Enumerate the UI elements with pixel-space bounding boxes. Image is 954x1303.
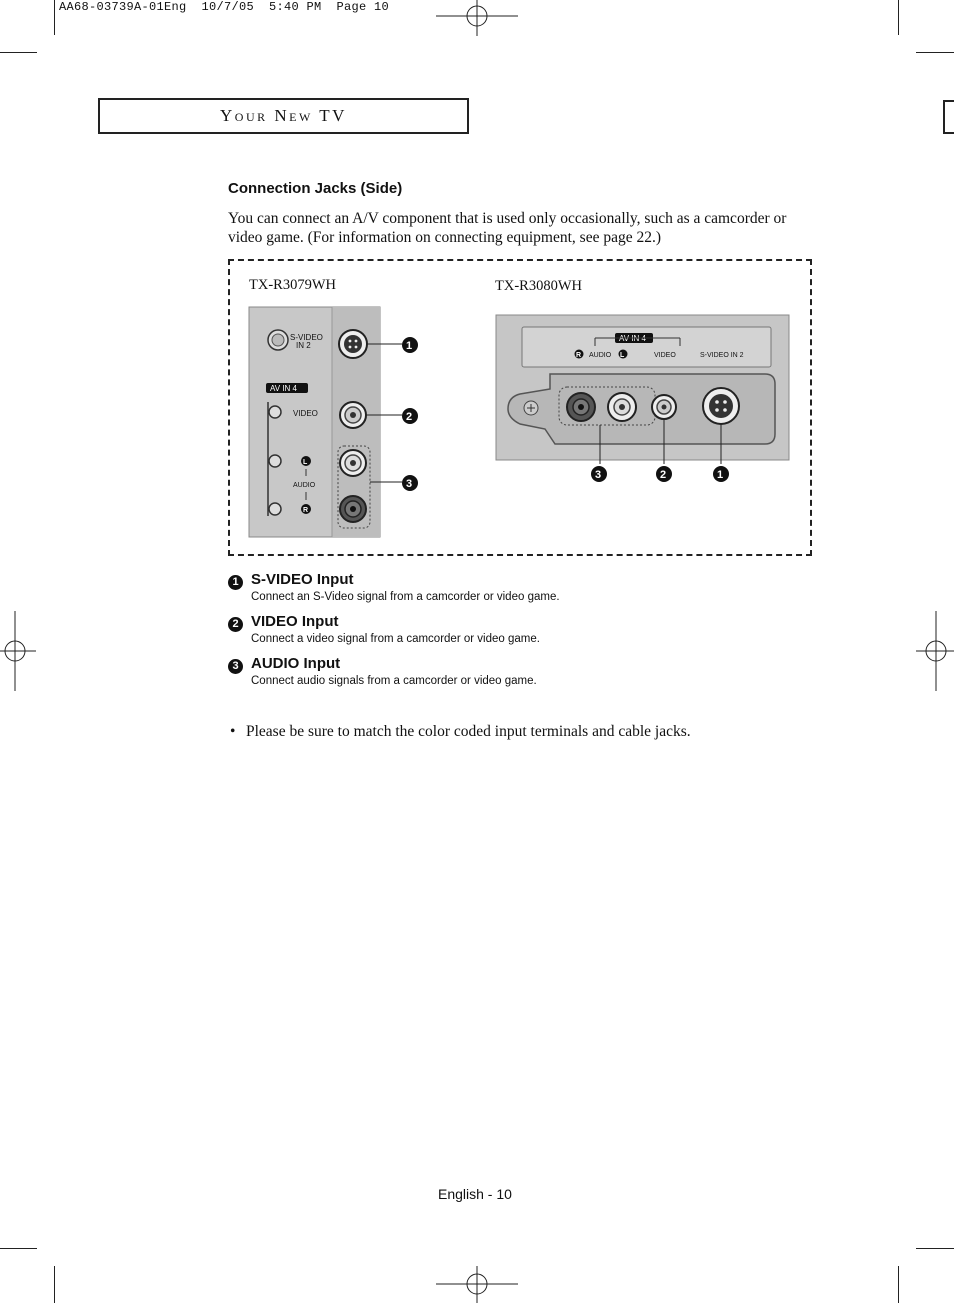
crop-mark <box>54 1266 55 1303</box>
right-model-label: TX-R3080WH <box>495 278 582 294</box>
av-in-badge-right: AV IN 4 <box>619 334 646 343</box>
audio-label: AUDIO <box>293 482 316 489</box>
left-model-label: TX-R3079WH <box>249 277 336 293</box>
crop-mark <box>0 1248 37 1249</box>
crop-mark <box>0 52 37 53</box>
thumb-tab <box>943 100 954 134</box>
list-item <box>228 614 243 632</box>
bullet-marker: • <box>230 723 236 740</box>
crop-mark <box>898 1266 899 1303</box>
callout-3: 3 <box>406 478 413 490</box>
registration-mark <box>436 0 518 36</box>
svideo-label-right: S-VIDEO IN 2 <box>700 352 744 359</box>
item-description: Connect a video signal from a camcorder or video game. <box>251 633 540 645</box>
audio-label-right: AUDIO <box>589 352 612 359</box>
callout-2: 2 <box>406 411 413 423</box>
item-number: 3 <box>228 659 243 674</box>
item-number: 2 <box>228 617 243 632</box>
l-marker-right: L <box>620 352 625 359</box>
item-title: S-VIDEO Input <box>251 571 354 588</box>
video-label: VIDEO <box>293 409 318 418</box>
item-description: Connect audio signals from a camcorder or video game. <box>251 675 537 687</box>
print-slug: AA68-03739A-01Eng 10/7/05 5:40 PM Page 10 <box>59 0 390 14</box>
svideo-sub-label: IN 2 <box>296 341 311 350</box>
item-title: VIDEO Input <box>251 613 339 630</box>
right-jack-panel <box>495 314 791 486</box>
section-title: Connection Jacks (Side) <box>228 180 403 197</box>
item-number: 1 <box>228 575 243 590</box>
list-item <box>228 572 243 590</box>
page-number: English - 10 <box>438 1186 512 1202</box>
r-marker: R <box>303 507 309 514</box>
item-title: AUDIO Input <box>251 655 341 672</box>
callout-1: 1 <box>406 340 413 352</box>
crop-mark <box>916 1248 954 1249</box>
crop-mark <box>54 0 55 35</box>
callout-3-right: 3 <box>595 469 602 481</box>
video-label-right: VIDEO <box>654 352 676 359</box>
r-marker-right: R <box>576 352 582 359</box>
crop-mark <box>898 0 899 35</box>
callout-1-right: 1 <box>717 469 724 481</box>
item-description: Connect an S-Video signal from a camcorder or video game. <box>251 591 560 603</box>
page-title: Your New TV <box>220 106 347 125</box>
registration-mark <box>436 1266 518 1303</box>
intro-paragraph: You can connect an A/V component that is used only occasionally, such as a camcorder or video game. (For information on connecting equipment, see page 22.) <box>228 210 787 246</box>
l-marker: L <box>303 459 308 466</box>
note-text: Please be sure to match the color coded input terminals and cable jacks. <box>246 723 691 740</box>
callout-2-right: 2 <box>660 469 667 481</box>
av-in-badge: AV IN 4 <box>270 384 297 393</box>
list-item <box>228 656 243 674</box>
svideo-label: S-VIDEO <box>290 333 323 342</box>
crop-mark <box>916 52 954 53</box>
registration-mark <box>916 611 954 691</box>
left-jack-panel <box>248 306 428 538</box>
registration-mark <box>0 611 36 691</box>
